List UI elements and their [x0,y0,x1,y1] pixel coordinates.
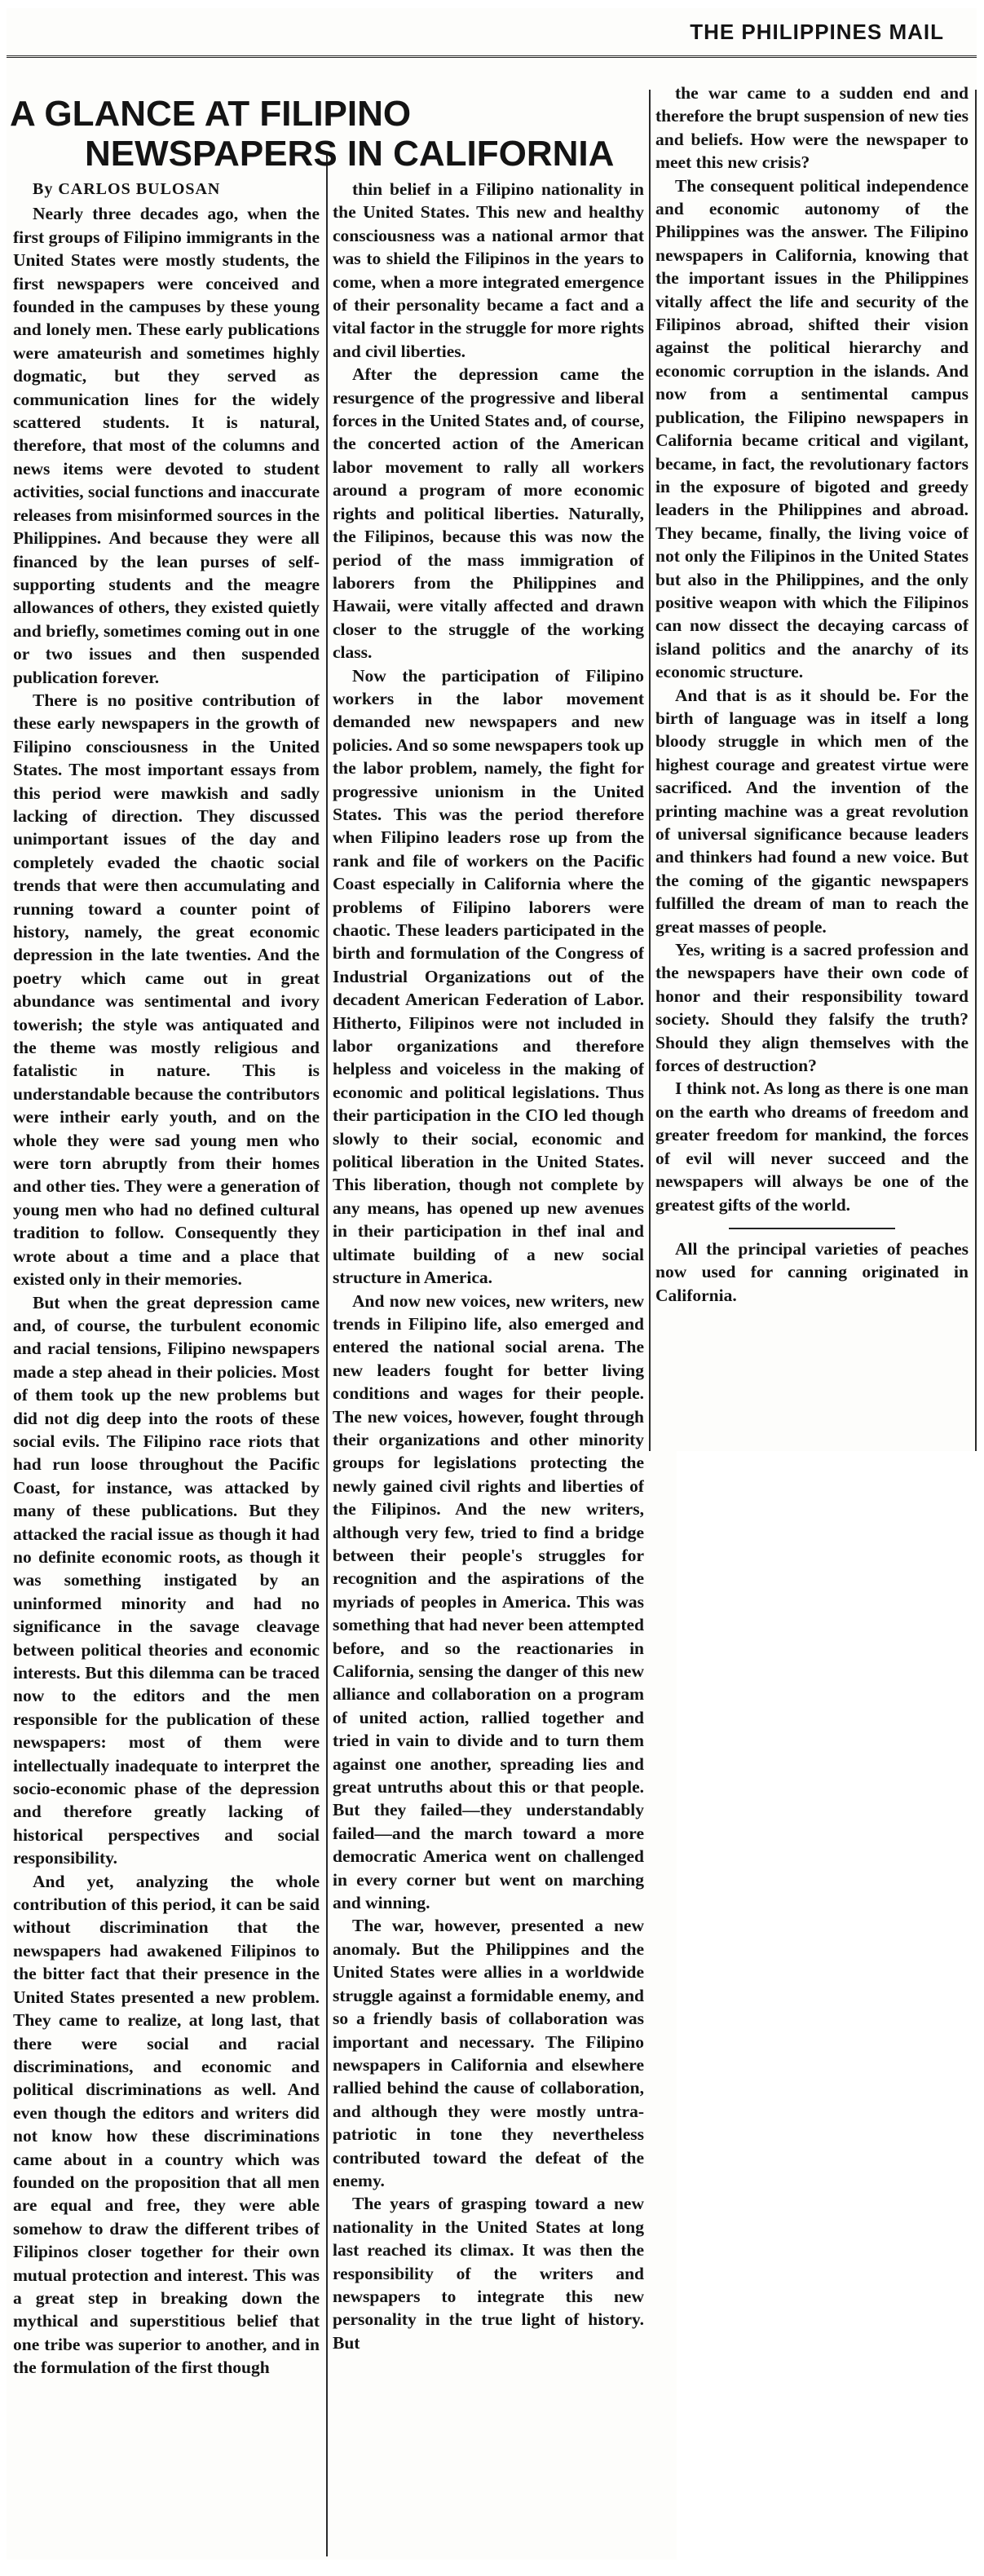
paragraph: But when the great depression came and, of course, the turbulent economic and racial tensions, Filipino newspapers made a step ahead in their policies. Most of them took up the new problems but did not dig deep into the roots of these social evils. The Filipino race riots that had run loose throughout the Pacific Coast, for instance, was attacked by many of these publications. But they attacked the racial issue as though it had no definite economic roots, as though it was something instigated by an uninformed minority and had no significance in the savage cleavage between political theories and economic interests. But this dilemma can be traced now to the editors and the men responsible for the publication of these newspapers: most of them were intellectually inadequate to interpret the socio-economic phase of the depression and therefore greatly lacking of historical perspectives and social responsibility. [13,1292,320,1868]
masthead [7,8,977,58]
article-column-1 [13,178,320,2558]
paragraph: And now new voices, new writers, new trends in Filipino life, also emerged and entered the national social arena. The new leaders fought for better living conditions and wages for their people. The new voices, however, fought through their organizations and other minority groups for legislations protecting the newly gained civil rights and liberties of the Filipinos. And the new writers, although very few, tried to find a bridge between their people's struggles for recognition and the aspirations of the myriads of peoples in America. This was something that had never been attempted before, and so the reactionaries in California, sensing the danger of this new alliance and collaboration on a program of united action, rallied together and tried in vain to divide and to turn them against one another, spreading lies and great untruths about this or that people. But they failed—they understandably failed—and the march toward a more democratic America went on challenged in every corner but went on marching and winning. [333,1290,644,1913]
paragraph: The consequent political independence and economic autonomy of the Philippines was the answer. The Filipino newspapers in California, knowing that the important issues in the Philippines vitally affect the life and security of the Filipinos abroad, shifted their vision against the political hierarchy and economic corruption in the islands. And now from a sentimental campus publication, the Filipino newspapers in California became critical and vigilant, became, in fact, the revolutionary factors in the exposure of bigoted and greedy leaders in the Philippines and abroad. They became, finally, the living voice of not only the Filipinos in the United States but also in the Philippines, and the only positive weapon with which the Filipinos can now dissect the decaying carcass of island politics and the anarchy of its economic structure. [655,175,969,682]
article-headline [10,95,646,174]
paragraph: thin belief in a Filipino nationality in the United States. This new and healthy consciousness was a national armor that was to shield the Filipinos in the years to come, when a more integrated emergence of their personality became a fact and a vital factor in the struggle for more rights and civil liberties. [333,179,644,361]
paragraph: The war, however, presented a new anomaly. But the Philippines and the United States were allies in a worldwide struggle against a formidable enemy, and so a friendly basis of collaboration was important and necessary. The Filipino newspapers in California and elsewhere rallied behind the cause of collaboration, and although they were mostly untra-patriotic in tone they nevertheless contributed toward the defeat of the enemy. [333,1916,644,2190]
section-divider [729,1228,895,1229]
paragraph: I think not. As long as there is one man on the earth who dreams of freedom and greater freedom for mankind, the forces of evil will never succeed and the newspapers will always be one of the greatest gifts of the world. [655,1078,969,1215]
paragraph: The years of grasping toward a new nationality in the United States at long last reached its climax. It was then the responsibility of the writers and newspapers to integrate this new personality in the true light of history. But [333,2194,644,2353]
paragraph: Now the participation of Filipino workers in the labor movement demanded new newspapers and new policies. And so some newspapers took up the labor problem, namely, the fight for progressive unionism in the United States. This was the period therefore when Filipino leaders rose up from the rank and file of workers on the Pacific Coast especially in California where the problems of Filipino laborers were chaotic. These leaders participated in the birth and formulation of the Congress of Industrial Organizations out of the decadent American Federation of Labor. Hitherto, Filipinos were not included in labor organizations and therefore helpless and voiceless in the making of economic and political legislations. Thus their participation in the CIO led though slowly to their social, economic and political liberation in the United States. This liberation, though not complete by any means, has opened up new avenues in their participation in thef inal and ultimate building of a new social structure in America. [333,665,644,1288]
headline-line-1: A GLANCE AT FILIPINO [10,94,412,135]
paragraph: And that is as it should be. For the birth of language was in itself a long bloody struggle in which men of the highest courage and greatest virtue were sacrificed. And the invention of the printing machine was a great revolution of universal significance because leaders and thinkers had found a new voice. But the coming of the gigantic newspapers fulfilled the dream of man to reach the great masses of people. [655,685,969,937]
masthead-title: THE PHILIPPINES MAIL [690,20,944,44]
paragraph: After the depression came the resurgence of the progressive and liberal forces in the United States and, of course, the concerted action of the American labor movement to rally all workers around a program of more economic rights and political liberties. Naturally, the Filipinos, because this was now the period of the mass immigration of laborers from the Philippines and Hawaii, were vitally affected and drawn closer to the struggle of the working class. [333,364,644,663]
column-rule [975,90,977,1451]
paragraph: Yes, writing is a sacred profession and the newspapers have their own code of honor and their responsibility toward society. Should they falsify the truth? Should they align themselves with the forces of destruction? [655,940,969,1076]
column-rule [649,90,651,1451]
byline: By CARLOS BULOSAN [33,180,221,198]
paragraph: There is no positive contribution of these early newspapers in the growth of Filipino consciousness in the United States. The most important essays from this period were mawkish and sadly lacking of direction. They discussed unimportant issues of the day and completely evaded the chaotic social trends that were then accumulating and running toward a counter point of history, namely, the great economic depression in the late twenties. And the poetry which came out in great abundance was sentimental and ivory towerish; the style was antiquated and the theme was mostly religious and fatalistic in nature. This is understandable because the contributors were intheir early youth, and on the whole they were sad young men who were torn abruptly from their homes and other ties. They were a generation of young men who had no defined cultural tradition to follow. Consequently they wrote about a time and a place that existed only in their memories. [13,690,320,1290]
paragraph: Nearly three decades ago, when the first groups of Filipino immigrants in the United States were mostly students, the first newspapers were conceived and founded in the campuses by these young and lonely men. These early publications were amateurish and sometimes highly dogmatic, but they served as communication lines for the widely scattered students. It is natural, therefore, that most of the columns and news items were devoted to student activities, social functions and inaccurate releases from misinformed sources in the Philippines. And because they were all financed by the lean purses of self-supporting students and the meagre allowances of others, they existed quietly and briefly, sometimes coming out in one or two issues and then suspended publication forever. [13,204,320,687]
paragraph: And yet, analyzing the whole contribution of this period, it can be said without discrimination that the newspapers had awakened Filipinos to the bitter fact that their presence in the United States presented a new problem. They came to realize, at long last, that there were social and racial discriminations, and economic and political discriminations as well. And even though the editors and writers did not know how these discriminations came about in a country which was founded on the proposition that all men are equal and free, they were able somehow to draw the different tribes of Filipinos closer together for their own mutual protection and interest. This was a great step in breaking down the mythical and superstitious belief that one tribe was superior to another, and in the formulation of the first though [13,1871,320,2378]
headline-line-2: NEWSPAPERS IN CALIFORNIA [85,133,615,174]
paragraph: the war came to a sudden end and therefore the brupt suspension of new ties and beliefs. How were the newspaper to meet this new crisis? [655,83,969,173]
column-rule [326,152,328,2556]
page-margin [677,1451,984,2576]
article-column-2 [333,178,644,2558]
article-column-3 [655,82,969,1451]
filler-item: All the principal varieties of peaches now used for canning originated in California. [655,1238,969,1305]
